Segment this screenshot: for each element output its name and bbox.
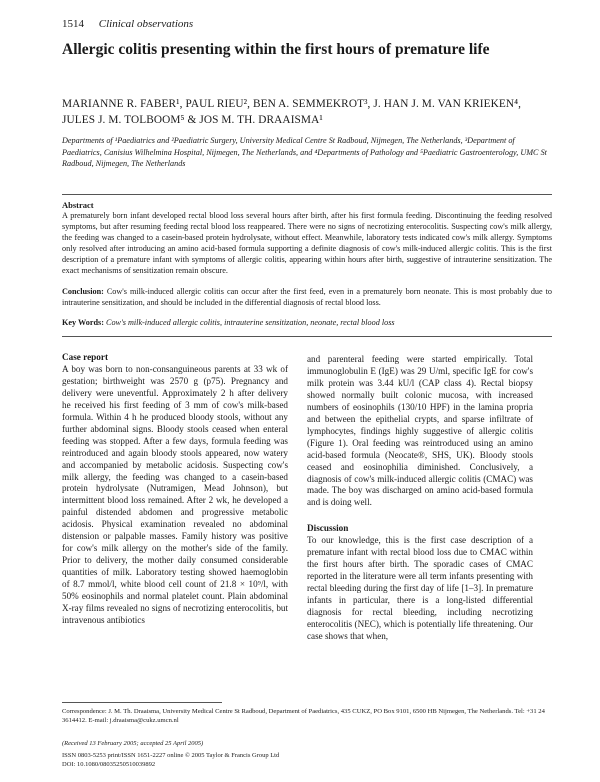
keywords-text: Cow's milk-induced allergic colitis, intrauterine sensitization, neonate, rectal blood loss [105,318,395,327]
abstract-conclusion [62,287,552,309]
right-column [307,354,533,643]
case-report-continued: and parenteral feeding were started empirically. Total immunoglobulin E (IgE) was 29 U/ml, specific IgE for cow's milk protein was 3.44 kU/l (CAP class 4). Rectal biopsy showed normally built colonic mucosa, with increased numbers of eosinophils (130/10 HPF) in the lamina propria and between the epithelial crypts, and sparse infiltrate of lymphocytes, findings highly suggestive of allergic colitis (Figure 1). Oral feeding was reintroduced using an amino acid-based formula (Neocate®, SHS, UK). Bloody stools ceased and eosinophilia diminished. Conclusively, a diagnosis of cow's milk-induced allergic colitis (CMAC) was made. The boy was discharged on amino acid-based formula and is doing well. [307,354,533,508]
author-list: MARIANNE R. FABER¹, PAUL RIEU², BEN A. SEMMEKROT³, J. HAN J. M. VAN KRIEKEN⁴, JULES J. M. TOLBOOM⁵ & JOS M. TH. DRAAISMA¹ [62,98,522,126]
received-dates: (Received 13 February 2005; accepted 25 April 2005) [62,740,204,747]
running-header [62,18,193,30]
abstract-top-rule [62,194,552,195]
keywords [62,317,552,328]
abstract-text: A prematurely born infant developed rectal blood loss several hours after birth, after his first formula feeding. Discontinuing the feeding resolved symptoms, but after resuming feeding rectal blood loss reappeared. There were no signs of necrotizing enterocolitis. Suspecting cow's milk allergy, the feeding was changed to a casein-based protein hydrolysate, without effect. Meanwhile, laboratory tests indicated cow's milk allergy. Symptoms only resolved after introducing an amino acid-based formula supporting a definite diagnosis of cow's milk-induced allergic colitis. This is the first description of a premature infant with symptoms of allergic colitis, appearing within hours after birth, suggestive of intrauterine sensitization. The exact mechanisms of sensitization remain obscure. [62,211,552,275]
case-report-heading: Case report [62,352,109,362]
article-title: Allergic colitis presenting within the first hours of premature life [62,41,490,58]
conclusion-text: Cow's milk-induced allergic colitis can occur after the first feed, even in a prematurely born neonate. This is most probably due to intrauterine sensitization, and should be included in the differential diagnosis of rectal blood loss. [62,287,552,307]
correspondence-footnote: Correspondence: J. M. Th. Draaisma, University Medical Centre St Radboud, Department of Paediatrics, 435 CUKZ, PO Box 9101, 6500 HB Nijmegen, The Netherlands. Tel: +31 24 3614412. E-mail: j.draaisma@cukz.umcn.nl [62,708,545,724]
left-column [62,352,288,627]
publication-info [62,752,279,769]
keywords-label: Key Words: [62,318,104,327]
issn-line: ISSN 0803-5253 print/ISSN 1651-2227 online © 2005 Taylor & Francis Group Ltd [62,752,280,759]
doi-line: DOI: 10.1080/08035250510039892 [62,760,156,768]
discussion-text: To our knowledge, this is the first case description of a premature infant with rectal blood loss due to CMAC within the first hours after birth. The sporadic cases of CMAC reported in the literature were all term infants presenting with rectal bleeding during the first day of life [1–3]. In premature infants in particular, there is a long-listed differential diagnosis for rectal bleeding, including necrotizing enterocolitis (NEC), which is potentially life threatening. Our case shows that when, [307,535,533,641]
discussion-heading: Discussion [307,523,349,534]
abstract-heading: Abstract [62,200,94,210]
footnote-rule [62,702,222,703]
conclusion-label: Conclusion: [62,287,104,296]
journal-section: Clinical observations [98,18,194,30]
case-report-text: A boy was born to non-consanguineous parents at 33 wk of gestation; birthweight was 2570 g (p75). Pregnancy and delivery were uneventful. Approximately 2 h after delivery he received his first feeding of 3 mm of cow's milk-based formula. Within 4 h he produced bloody stools, without any further abdominal signs. Bloody stools ceased when enteral feeding was stopped. After a few days, formula feeding was reintroduced and again bloody stools appeared, now watery and accompanied by metabolic acidosis. Suspecting cow's milk allergy, the feeding was changed to a casein-based protein hydrolysate (Nutramigen, Mead Johnson), but intermittent blood loss remained. After 2 wk, he developed a painful distended abdomen and progressive metabolic acidosis. Physical examination revealed no abdominal distension or palpable masses. Family history was positive for cow's milk allergy on the mother's side of the family. Prior to delivery, the mother daily consumed considerable quantities of milk. Laboratory testing showed haemoglobin of 8.7 mmol/l, white blood cell count of 21.8 × 10⁹/l, with 50% eosinophils and normal platelet count. Plain abdominal X-ray films revealed no signs of necrotizing enterocolitis, but intravenous antibiotics [62,363,288,625]
page-number: 1514 [62,18,84,30]
abstract-bottom-rule [62,336,552,337]
affiliations: Departments of ¹Paediatrics and ²Paediatric Surgery, University Medical Centre St Radboud, Nijmegen, The Netherlands, ³Department of Paediatrics, Canisius Wilhelmina Hospital, Nijmegen, The Netherlands, and ⁴Departments of Pathology and ⁵Paediatric Gastroenterology, UMC St Radboud, Nijmegen, The Netherlands [62,136,547,168]
